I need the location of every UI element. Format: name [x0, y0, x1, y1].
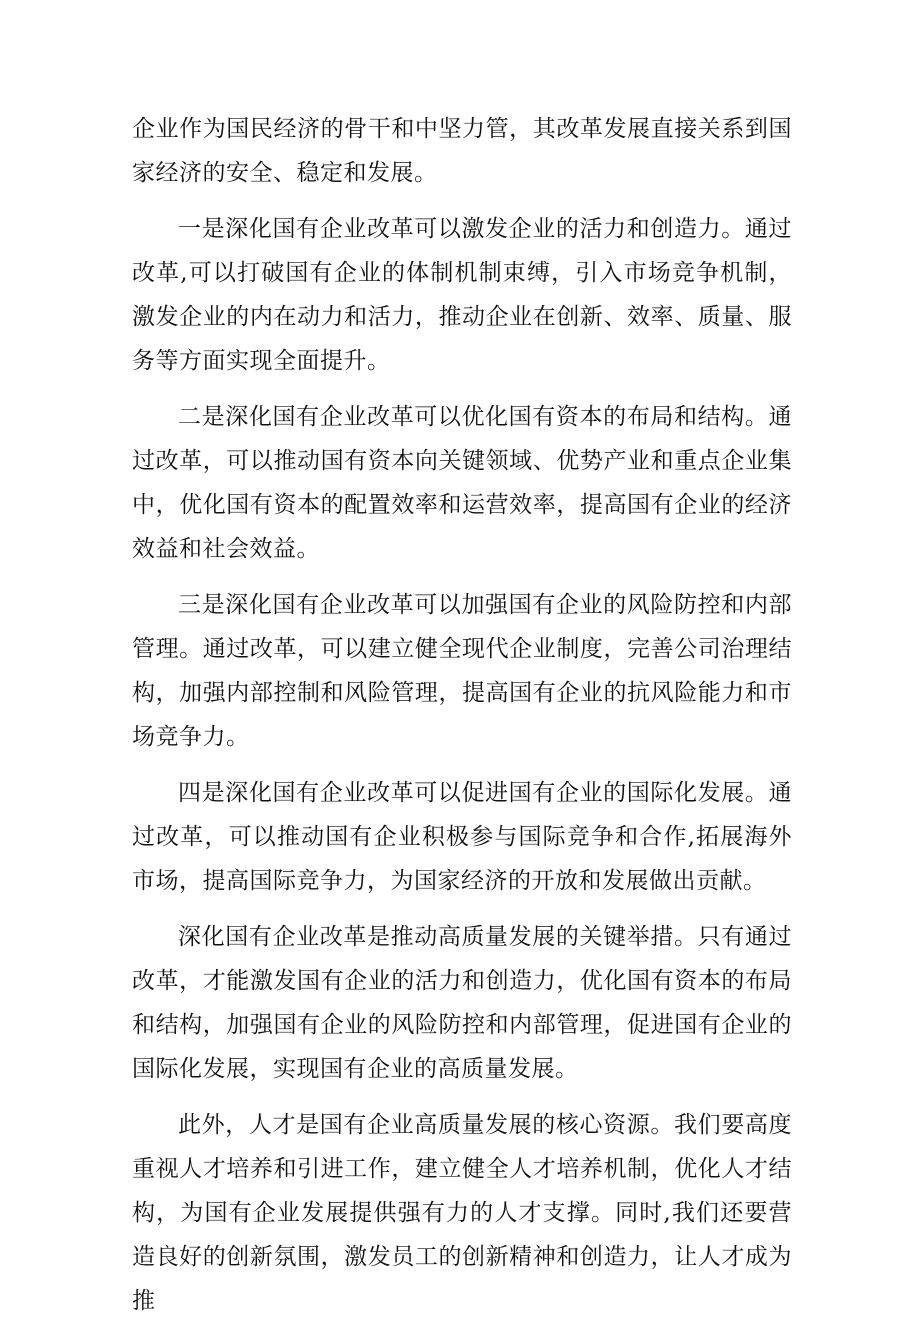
paragraph-risk-control: 三是深化国有企业改革可以加强国有企业的风险防控和内部管理。通过改革，可以建立健全现代企业制度，完善公司治理结构，加强内部控制和风险管理，提高国有企业的抗风险能力和市场竞争力。	[132, 592, 792, 750]
paragraph-capital-layout: 二是深化国有企业改革可以优化国有资本的布局和结构。通过改革，可以推动国有资本向关键领域、优势产业和重点企业集中，优化国有资本的配置效率和运营效率，提高国有企业的经济效益和社会效益。	[132, 404, 792, 562]
paragraph-key-measure: 深化国有企业改革是推动高质量发展的关键举措。只有通过改革，才能激发国有企业的活力和创造力，优化国有资本的布局和结构，加强国有企业的风险防控和内部管理，促进国有企业的国际化发展，实现国有企业的高质量发展。	[132, 924, 792, 1082]
paragraph-vitality: 一是深化国有企业改革可以激发企业的活力和创造力。通过改革,可以打破国有企业的体制机制束缚，引入市场竞争机制，激发企业的内在动力和活力，推动企业在创新、效率、质量、服务等方面实现全面提升。	[132, 216, 792, 374]
document-body	[132, 107, 792, 1335]
paragraph-internationalization: 四是深化国有企业改革可以促进国有企业的国际化发展。通过改革，可以推动国有企业积极参与国际竞争和合作,拓展海外市场，提高国际竞争力，为国家经济的开放和发展做出贡献。	[132, 780, 792, 894]
paragraph-talent: 此外，人才是国有企业高质量发展的核心资源。我们要高度重视人才培养和引进工作，建立健全人才培养机制，优化人才结构，为国有企业发展提供强有力的人才支撑。同时,我们还要营造良好的创新氛围，激发员工的创新精神和创造力，让人才成为推	[132, 1112, 792, 1314]
paragraph-continuation: 企业作为国民经济的骨干和中坚力管，其改革发展直接关系到国家经济的安全、稳定和发展。	[132, 116, 792, 186]
